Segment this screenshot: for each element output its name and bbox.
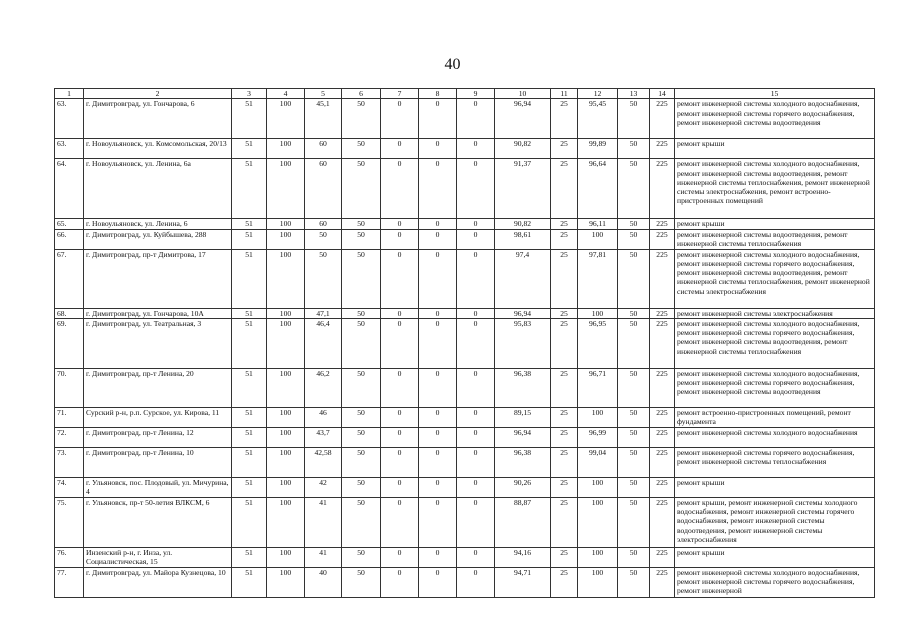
value-cell: 50 (618, 567, 650, 597)
value-cell: 50 (618, 99, 650, 139)
value-cell: 25 (551, 567, 578, 597)
value-cell: 0 (419, 318, 457, 368)
value-cell: 100 (267, 497, 305, 547)
value-cell: 0 (457, 447, 495, 477)
value-cell: 47,1 (305, 308, 342, 318)
work-type-cell: ремонт инженерной системы горячего водоснабжения, ремонт инженерной системы теплоснабжения (675, 447, 875, 477)
value-cell: 100 (267, 229, 305, 249)
value-cell: 96,64 (578, 159, 618, 219)
column-number: 9 (457, 89, 495, 99)
value-cell: 46 (305, 407, 342, 427)
value-cell: 96,38 (495, 368, 551, 407)
value-cell: 25 (551, 318, 578, 368)
value-cell: 50 (342, 427, 381, 447)
value-cell: 96,99 (578, 427, 618, 447)
column-number: 14 (650, 89, 675, 99)
value-cell: 25 (551, 427, 578, 447)
value-cell: 225 (650, 567, 675, 597)
value-cell: 0 (381, 427, 419, 447)
work-type-cell: ремонт инженерной системы холодного водоснабжения, ремонт инженерной системы горячего водоснабжения, ремонт инженерной системы водоотведения (675, 368, 875, 407)
table-row (55, 447, 875, 477)
value-cell: 225 (650, 447, 675, 477)
value-cell: 0 (419, 497, 457, 547)
value-cell: 0 (457, 159, 495, 219)
value-cell: 42 (305, 477, 342, 497)
value-cell: 50 (342, 318, 381, 368)
value-cell: 50 (618, 407, 650, 427)
table-row (55, 477, 875, 497)
value-cell: 25 (551, 219, 578, 229)
value-cell: 51 (232, 249, 267, 308)
value-cell: 100 (267, 477, 305, 497)
value-cell: 50 (618, 139, 650, 159)
value-cell: 0 (381, 249, 419, 308)
value-cell: 51 (232, 308, 267, 318)
value-cell: 50 (618, 497, 650, 547)
value-cell: 225 (650, 427, 675, 447)
value-cell: 0 (381, 368, 419, 407)
value-cell: 95,83 (495, 318, 551, 368)
value-cell: 0 (381, 407, 419, 427)
value-cell: 96,38 (495, 447, 551, 477)
row-number: 68. (55, 308, 84, 318)
value-cell: 60 (305, 219, 342, 229)
value-cell: 0 (457, 477, 495, 497)
value-cell: 51 (232, 447, 267, 477)
value-cell: 51 (232, 567, 267, 597)
value-cell: 0 (419, 567, 457, 597)
value-cell: 50 (342, 308, 381, 318)
column-number: 15 (675, 89, 875, 99)
value-cell: 0 (419, 368, 457, 407)
value-cell: 50 (618, 368, 650, 407)
value-cell: 100 (267, 567, 305, 597)
work-type-cell: ремонт крыши (675, 477, 875, 497)
value-cell: 51 (232, 368, 267, 407)
value-cell: 50 (618, 219, 650, 229)
value-cell: 50 (342, 99, 381, 139)
value-cell: 225 (650, 407, 675, 427)
value-cell: 95,45 (578, 99, 618, 139)
value-cell: 100 (267, 219, 305, 229)
value-cell: 51 (232, 547, 267, 567)
address-cell: Инзенский р-н, г. Инза, ул. Социалистическая, 15 (84, 547, 232, 567)
value-cell: 50 (342, 219, 381, 229)
value-cell: 90,26 (495, 477, 551, 497)
value-cell: 0 (419, 477, 457, 497)
column-number: 6 (342, 89, 381, 99)
value-cell: 50 (618, 547, 650, 567)
row-number: 71. (55, 407, 84, 427)
address-cell: г. Ульяновск, пос. Плодовый, ул. Мичурина, 4 (84, 477, 232, 497)
work-type-cell: ремонт инженерной системы холодного водоснабжения, ремонт инженерной системы водоотведения, ремонт инженерной системы теплоснабжения, ремонт инженерной системы электроснабжения, ремонт встроенно-пристроенных помещений (675, 159, 875, 219)
value-cell: 89,15 (495, 407, 551, 427)
row-number: 69. (55, 318, 84, 368)
row-number: 75. (55, 497, 84, 547)
work-type-cell: ремонт инженерной системы холодного водоснабжения, ремонт инженерной системы горячего водоснабжения, ремонт инженерной (675, 567, 875, 597)
value-cell: 225 (650, 497, 675, 547)
page-number: 40 (444, 56, 461, 73)
address-cell: г. Димитровград, ул. Куйбышева, 288 (84, 229, 232, 249)
value-cell: 50 (342, 447, 381, 477)
value-cell: 100 (267, 407, 305, 427)
table-row (55, 139, 875, 159)
column-number: 2 (84, 89, 232, 99)
address-cell: г. Димитровград, пр-т Димитрова, 17 (84, 249, 232, 308)
value-cell: 100 (578, 308, 618, 318)
value-cell: 91,37 (495, 159, 551, 219)
value-cell: 225 (650, 308, 675, 318)
value-cell: 96,95 (578, 318, 618, 368)
value-cell: 100 (267, 249, 305, 308)
value-cell: 50 (618, 447, 650, 477)
value-cell: 50 (618, 308, 650, 318)
value-cell: 100 (267, 99, 305, 139)
value-cell: 100 (267, 368, 305, 407)
value-cell: 0 (457, 308, 495, 318)
value-cell: 0 (419, 547, 457, 567)
value-cell: 0 (457, 249, 495, 308)
value-cell: 25 (551, 308, 578, 318)
value-cell: 225 (650, 368, 675, 407)
value-cell: 0 (381, 99, 419, 139)
column-number: 8 (419, 89, 457, 99)
value-cell: 100 (578, 407, 618, 427)
column-number: 4 (267, 89, 305, 99)
value-cell: 0 (457, 139, 495, 159)
value-cell: 25 (551, 477, 578, 497)
table-row (55, 567, 875, 597)
value-cell: 46,2 (305, 368, 342, 407)
value-cell: 96,94 (495, 427, 551, 447)
value-cell: 0 (381, 219, 419, 229)
value-cell: 41 (305, 547, 342, 567)
value-cell: 225 (650, 229, 675, 249)
value-cell: 100 (578, 547, 618, 567)
value-cell: 97,81 (578, 249, 618, 308)
value-cell: 0 (381, 318, 419, 368)
row-number: 74. (55, 477, 84, 497)
value-cell: 25 (551, 159, 578, 219)
value-cell: 45,1 (305, 99, 342, 139)
value-cell: 51 (232, 139, 267, 159)
work-type-cell: ремонт крыши (675, 219, 875, 229)
address-cell: г. Димитровград, пр-т Ленина, 10 (84, 447, 232, 477)
value-cell: 0 (457, 427, 495, 447)
address-cell: г. Димитровград, ул. Майора Кузнецова, 10 (84, 567, 232, 597)
value-cell: 0 (381, 477, 419, 497)
value-cell: 0 (419, 229, 457, 249)
value-cell: 0 (381, 497, 419, 547)
table-row (55, 308, 875, 318)
value-cell: 100 (267, 308, 305, 318)
row-number: 70. (55, 368, 84, 407)
table-row (55, 318, 875, 368)
table-row (55, 427, 875, 447)
work-type-cell: ремонт крыши (675, 139, 875, 159)
value-cell: 0 (381, 229, 419, 249)
value-cell: 50 (342, 368, 381, 407)
value-cell: 51 (232, 219, 267, 229)
work-type-cell: ремонт инженерной системы водоотведения, ремонт инженерной системы теплоснабжения (675, 229, 875, 249)
table-row (55, 219, 875, 229)
value-cell: 50 (618, 159, 650, 219)
value-cell: 50 (618, 229, 650, 249)
address-cell: г. Новоульяновск, ул. Ленина, 6а (84, 159, 232, 219)
repair-table (54, 88, 875, 598)
value-cell: 96,11 (578, 219, 618, 229)
value-cell: 225 (650, 139, 675, 159)
value-cell: 50 (618, 249, 650, 308)
value-cell: 50 (342, 477, 381, 497)
address-cell: г. Димитровград, пр-т Ленина, 12 (84, 427, 232, 447)
column-number-row (55, 89, 875, 99)
value-cell: 100 (578, 229, 618, 249)
value-cell: 94,71 (495, 567, 551, 597)
row-number: 63. (55, 139, 84, 159)
column-number: 3 (232, 89, 267, 99)
row-number: 77. (55, 567, 84, 597)
value-cell: 0 (457, 318, 495, 368)
value-cell: 50 (305, 249, 342, 308)
value-cell: 50 (618, 318, 650, 368)
column-number: 11 (551, 89, 578, 99)
value-cell: 90,82 (495, 139, 551, 159)
column-number: 1 (55, 89, 84, 99)
value-cell: 96,94 (495, 308, 551, 318)
row-number: 73. (55, 447, 84, 477)
row-number: 67. (55, 249, 84, 308)
work-type-cell: ремонт встроенно-пристроенных помещений, ремонт фундамента (675, 407, 875, 427)
value-cell: 225 (650, 219, 675, 229)
value-cell: 0 (419, 249, 457, 308)
column-number: 10 (495, 89, 551, 99)
value-cell: 25 (551, 368, 578, 407)
value-cell: 50 (342, 497, 381, 547)
value-cell: 51 (232, 99, 267, 139)
value-cell: 25 (551, 497, 578, 547)
table-row (55, 249, 875, 308)
address-cell: г. Димитровград, ул. Театральная, 3 (84, 318, 232, 368)
value-cell: 60 (305, 159, 342, 219)
value-cell: 0 (419, 427, 457, 447)
value-cell: 0 (381, 139, 419, 159)
value-cell: 225 (650, 318, 675, 368)
value-cell: 0 (419, 139, 457, 159)
value-cell: 40 (305, 567, 342, 597)
value-cell: 96,94 (495, 99, 551, 139)
value-cell: 0 (457, 547, 495, 567)
value-cell: 50 (342, 159, 381, 219)
value-cell: 88,87 (495, 497, 551, 547)
value-cell: 90,82 (495, 219, 551, 229)
row-number: 72. (55, 427, 84, 447)
value-cell: 0 (457, 567, 495, 597)
value-cell: 25 (551, 547, 578, 567)
value-cell: 100 (267, 318, 305, 368)
row-number: 64. (55, 159, 84, 219)
value-cell: 100 (267, 427, 305, 447)
value-cell: 0 (457, 497, 495, 547)
value-cell: 225 (650, 547, 675, 567)
row-number: 66. (55, 229, 84, 249)
value-cell: 0 (381, 308, 419, 318)
work-type-cell: ремонт инженерной системы холодного водоснабжения, ремонт инженерной системы горячего водоснабжения, ремонт инженерной системы водоотведения (675, 99, 875, 139)
table-row (55, 368, 875, 407)
value-cell: 0 (419, 159, 457, 219)
value-cell: 0 (457, 229, 495, 249)
value-cell: 0 (381, 447, 419, 477)
value-cell: 100 (578, 567, 618, 597)
row-number: 65. (55, 219, 84, 229)
value-cell: 51 (232, 229, 267, 249)
value-cell: 97,4 (495, 249, 551, 308)
value-cell: 225 (650, 159, 675, 219)
value-cell: 0 (457, 219, 495, 229)
value-cell: 0 (381, 567, 419, 597)
value-cell: 50 (342, 139, 381, 159)
value-cell: 51 (232, 477, 267, 497)
value-cell: 0 (457, 407, 495, 427)
value-cell: 46,4 (305, 318, 342, 368)
work-type-cell: ремонт инженерной системы холодного водоснабжения, ремонт инженерной системы горячего водоснабжения, ремонт инженерной системы водоотведения, ремонт инженерной системы теплоснабжения, ремонт инженерной системы электроснабжения (675, 249, 875, 308)
work-type-cell: ремонт инженерной системы холодного водоснабжения, ремонт инженерной системы горячего водоснабжения, ремонт инженерной системы водоотведения, ремонт инженерной системы теплоснабжения (675, 318, 875, 368)
value-cell: 0 (419, 447, 457, 477)
value-cell: 51 (232, 497, 267, 547)
value-cell: 51 (232, 427, 267, 447)
table-row (55, 547, 875, 567)
value-cell: 25 (551, 447, 578, 477)
address-cell: г. Димитровград, ул. Гончарова, 10А (84, 308, 232, 318)
value-cell: 96,71 (578, 368, 618, 407)
value-cell: 0 (457, 99, 495, 139)
table-row (55, 159, 875, 219)
value-cell: 25 (551, 407, 578, 427)
work-type-cell: ремонт инженерной системы электроснабжения (675, 308, 875, 318)
address-cell: Сурский р-н, р.п. Сурское, ул. Кирова, 11 (84, 407, 232, 427)
value-cell: 0 (381, 159, 419, 219)
value-cell: 50 (618, 477, 650, 497)
value-cell: 100 (267, 547, 305, 567)
value-cell: 0 (419, 99, 457, 139)
column-number: 12 (578, 89, 618, 99)
value-cell: 51 (232, 159, 267, 219)
value-cell: 100 (267, 139, 305, 159)
value-cell: 100 (578, 497, 618, 547)
work-type-cell: ремонт инженерной системы холодного водоснабжения (675, 427, 875, 447)
value-cell: 25 (551, 99, 578, 139)
value-cell: 0 (419, 308, 457, 318)
value-cell: 100 (267, 447, 305, 477)
address-cell: г. Новоульяновск, ул. Комсомольская, 20/13 (84, 139, 232, 159)
value-cell: 98,61 (495, 229, 551, 249)
value-cell: 50 (342, 567, 381, 597)
value-cell: 0 (419, 219, 457, 229)
value-cell: 43,7 (305, 427, 342, 447)
table-row (55, 407, 875, 427)
value-cell: 51 (232, 407, 267, 427)
value-cell: 50 (342, 407, 381, 427)
address-cell: г. Ульяновск, пр-т 50-летия ВЛКСМ, 6 (84, 497, 232, 547)
address-cell: г. Димитровград, ул. Гончарова, 6 (84, 99, 232, 139)
table-row (55, 497, 875, 547)
value-cell: 100 (578, 477, 618, 497)
value-cell: 0 (381, 547, 419, 567)
value-cell: 25 (551, 139, 578, 159)
value-cell: 50 (618, 427, 650, 447)
value-cell: 0 (419, 407, 457, 427)
value-cell: 50 (342, 249, 381, 308)
value-cell: 42,58 (305, 447, 342, 477)
value-cell: 51 (232, 318, 267, 368)
value-cell: 225 (650, 99, 675, 139)
value-cell: 0 (457, 368, 495, 407)
value-cell: 99,04 (578, 447, 618, 477)
work-type-cell: ремонт крыши (675, 547, 875, 567)
value-cell: 94,16 (495, 547, 551, 567)
value-cell: 60 (305, 139, 342, 159)
work-type-cell: ремонт крыши, ремонт инженерной системы холодного водоснабжения, ремонт инженерной системы горячего водоснабжения, ремонт инженерной системы водоотведения, ремонт инженерной системы электроснабжения (675, 497, 875, 547)
row-number: 76. (55, 547, 84, 567)
table-row (55, 229, 875, 249)
value-cell: 25 (551, 249, 578, 308)
value-cell: 100 (267, 159, 305, 219)
column-number: 13 (618, 89, 650, 99)
value-cell: 50 (342, 547, 381, 567)
address-cell: г. Димитровград, пр-т Ленина, 20 (84, 368, 232, 407)
address-cell: г. Новоульяновск, ул. Ленина, 6 (84, 219, 232, 229)
value-cell: 225 (650, 249, 675, 308)
value-cell: 41 (305, 497, 342, 547)
table-row (55, 99, 875, 139)
value-cell: 25 (551, 229, 578, 249)
column-number: 7 (381, 89, 419, 99)
value-cell: 50 (305, 229, 342, 249)
column-number: 5 (305, 89, 342, 99)
row-number: 63. (55, 99, 84, 139)
value-cell: 99,89 (578, 139, 618, 159)
value-cell: 50 (342, 229, 381, 249)
value-cell: 225 (650, 477, 675, 497)
